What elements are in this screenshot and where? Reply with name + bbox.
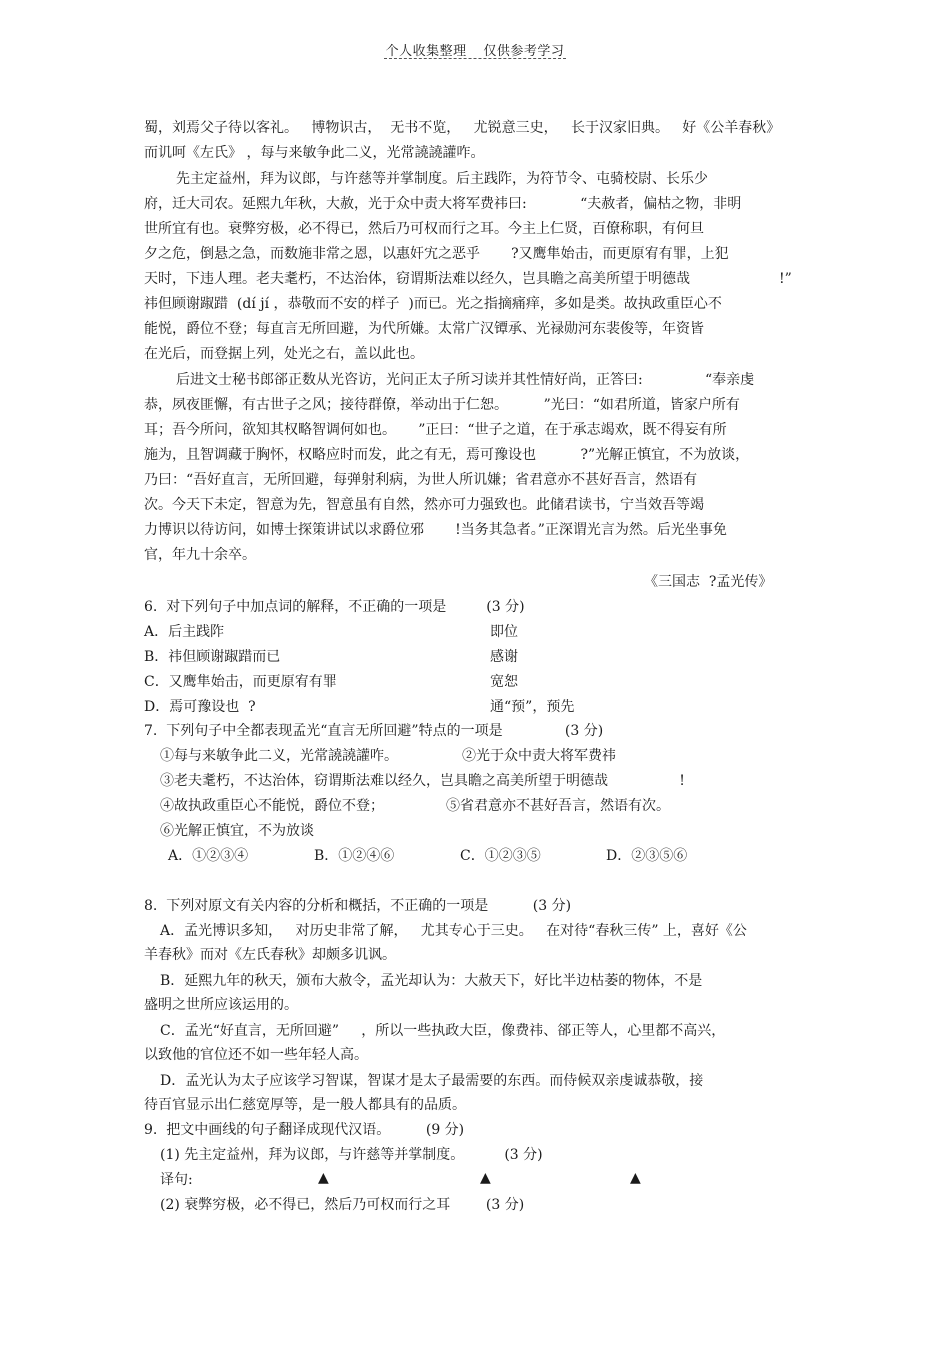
- q6-option-a: A．后主践阼: [144, 624, 225, 640]
- passage-line: 官，年九十余卒。: [144, 547, 256, 563]
- passage-line: 后进文士秘书郎郤正数从光咨访，光问正太子所习读并其性情好尚，正答曰: “奉亲虔: [176, 372, 755, 388]
- q8-option-d-cont: 待百官显示出仁慈宽厚等，是一般人都具有的品质。: [144, 1097, 466, 1113]
- q9-sentence-1: (1) 先主定益州，拜为议郎，与许慈等并掌制度。 (3 分): [160, 1147, 543, 1163]
- passage-line: 夕之危，倒悬之急，而数施非常之恩，以惠奸宄之恶乎 ?又鹰隼始击，而更原宥有罪，上犯: [144, 246, 729, 262]
- passage-line: 恭，夙夜匪懈，有古世子之风；接待群僚，举动出于仁恕。 ”光曰：“如君所道，皆家户所有: [144, 397, 740, 413]
- passage-line: 祎但顾谢踧踖 (dí jí ，恭敬而不安的样子 )而已。光之指摘痛痒，多如是类。故执政重臣心不: [144, 296, 722, 312]
- q6-gloss-b: 感谢: [490, 649, 518, 665]
- q7-item: ①每与来敏争此二义，光常譊譊讙咋。: [160, 748, 398, 764]
- answer-blank-triangle-icon: ▲: [480, 1170, 491, 1186]
- q7-choice-b: B．①②④⑥: [314, 848, 395, 864]
- q9-answer-label: 译句:: [160, 1172, 193, 1188]
- q6-option-d: D．焉可豫设也 ?: [144, 699, 256, 715]
- q6-stem: 6. 对下列句子中加点词的解释，不正确的一项是 (3 分): [144, 599, 525, 615]
- passage-line: 府，迁大司农。延熙九年秋，大赦，光于众中责大将军费祎曰: “夫赦者，偏枯之物，非明: [144, 196, 742, 212]
- q8-option-c: C．孟光“好直言，无所回避” ，所以一些执政大臣，像费祎、郤正等人，心里都不高兴，: [160, 1023, 726, 1039]
- q6-gloss-a: 即位: [490, 624, 518, 640]
- q8-option-c-cont: 以致他的官位还不如一些年轻人高。: [144, 1047, 368, 1063]
- passage-line: 世所宜有也。衰弊穷极，必不得已，然后乃可权而行之耳。今主上仁贤，百僚称职，有何旦: [144, 221, 704, 237]
- q7-item: ④故执政重臣心不能悦，爵位不登；: [160, 798, 384, 814]
- passage-line: 次。今天下未定，智意为先，智意虽有自然，然亦可力强致也。此储君读书，宁当效吾等竭: [144, 497, 704, 513]
- q8-option-b: B．延熙九年的秋天，颁布大赦令，孟光却认为：大赦天下，好比半边枯萎的物体，不是: [160, 973, 703, 989]
- passage-line: 施为，且智调藏于胸怀，权略应时而发，此之有无，焉可豫设也 ?”光解正慎宜，不为放谈，: [144, 447, 750, 463]
- passage-line: 力博识以待访问，如博士探策讲试以求爵位邪 !当务其急者。”正深谓光言为然。后光坐事免: [144, 522, 727, 538]
- passage-line: 天时，下违人理。老夫耄朽，不达治体，窃谓斯法难以经久，岂具瞻之高美所望于明德哉 !”: [144, 271, 792, 287]
- q7-choice-c: C．①②③⑤: [460, 848, 541, 864]
- passage-source: 《三国志 ?孟光传》: [644, 574, 773, 590]
- page-header: [0, 40, 950, 59]
- answer-blank-triangle-icon: ▲: [318, 1170, 329, 1186]
- passage-line: 耳；吾今所问，欲知其权略智调何如也。 ”正曰：“世子之道，在于承志竭欢，既不得妄有所: [144, 422, 727, 438]
- passage-line: 能悦，爵位不登；每直言无所回避，为代所嫌。太常广汉镡承、光禄勋河东裴俊等，年资皆: [144, 321, 704, 337]
- passage-line: 先主定益州，拜为议郎，与许慈等并掌制度。后主践阼，为符节令、屯骑校尉、长乐少: [176, 171, 708, 187]
- q7-choice-d: D．②③⑤⑥: [606, 848, 688, 864]
- passage-line: 在光后，而登据上列，处光之右，盖以此也。: [144, 346, 424, 362]
- q8-option-b-cont: 盛明之世所应该运用的。: [144, 997, 298, 1013]
- q8-option-a-cont: 羊春秋》而对《左氏春秋》却颇多讥讽。: [144, 947, 396, 963]
- q6-gloss-c: 宽恕: [490, 674, 518, 690]
- q7-item: ⑥光解正慎宜，不为放谈: [160, 823, 314, 839]
- q6-option-b: B．祎但顾谢踧踖而已: [144, 649, 281, 665]
- header-left: 个人收集整理: [385, 44, 467, 59]
- q9-sentence-2: (2) 衰弊穷极，必不得已，然后乃可权而行之耳 (3 分): [160, 1197, 525, 1213]
- q7-item: ②光于众中责大将军费祎: [462, 748, 616, 764]
- q6-option-c: C．又鹰隼始击，而更原宥有罪: [144, 674, 337, 690]
- q7-item: ⑤省君意亦不甚好吾言，然语有次。: [446, 798, 670, 814]
- q6-gloss-d: 通“预”，预先: [490, 699, 575, 715]
- q8-option-a: A．孟光博识多知， 对历史非常了解， 尤其专心于三史。 在对待“春秋三传” 上，喜好《公: [160, 923, 747, 939]
- q8-stem: 8. 下列对原文有关内容的分析和概括，不正确的一项是 (3 分): [144, 898, 572, 914]
- header-right: 仅供参考学习: [483, 44, 565, 59]
- passage-line: 而讥呵《左氏》 ，每与来敏争此二义，光常譊譊讙咋。: [144, 145, 485, 161]
- answer-blank-triangle-icon: ▲: [630, 1170, 641, 1186]
- q7-stem: 7. 下列句子中全都表现孟光“直言无所回避”特点的一项是 (3 分): [144, 723, 604, 739]
- passage-line: 乃曰：“吾好直言，无所回避，每弹射利病，为世人所讥嫌；省君意亦不甚好吾言，然语有: [144, 472, 698, 488]
- q9-stem: 9. 把文中画线的句子翻译成现代汉语。 (9 分): [144, 1122, 465, 1138]
- q7-item: ③老夫耄朽，不达治体，窃谓斯法难以经久，岂具瞻之高美所望于明德哉 !: [160, 773, 685, 789]
- q8-option-d: D．孟光认为太子应该学习智谋，智谋才是太子最需要的东西。而侍候双亲虔诚恭敬，接: [160, 1073, 704, 1089]
- passage-line: 蜀，刘焉父子待以客礼。 博物识古， 无书不览， 尤锐意三史， 长于汉家旧典。 好《公羊春秋》: [144, 120, 781, 136]
- q7-choice-a: A．①②③④: [168, 848, 249, 864]
- header-rule: [384, 58, 566, 59]
